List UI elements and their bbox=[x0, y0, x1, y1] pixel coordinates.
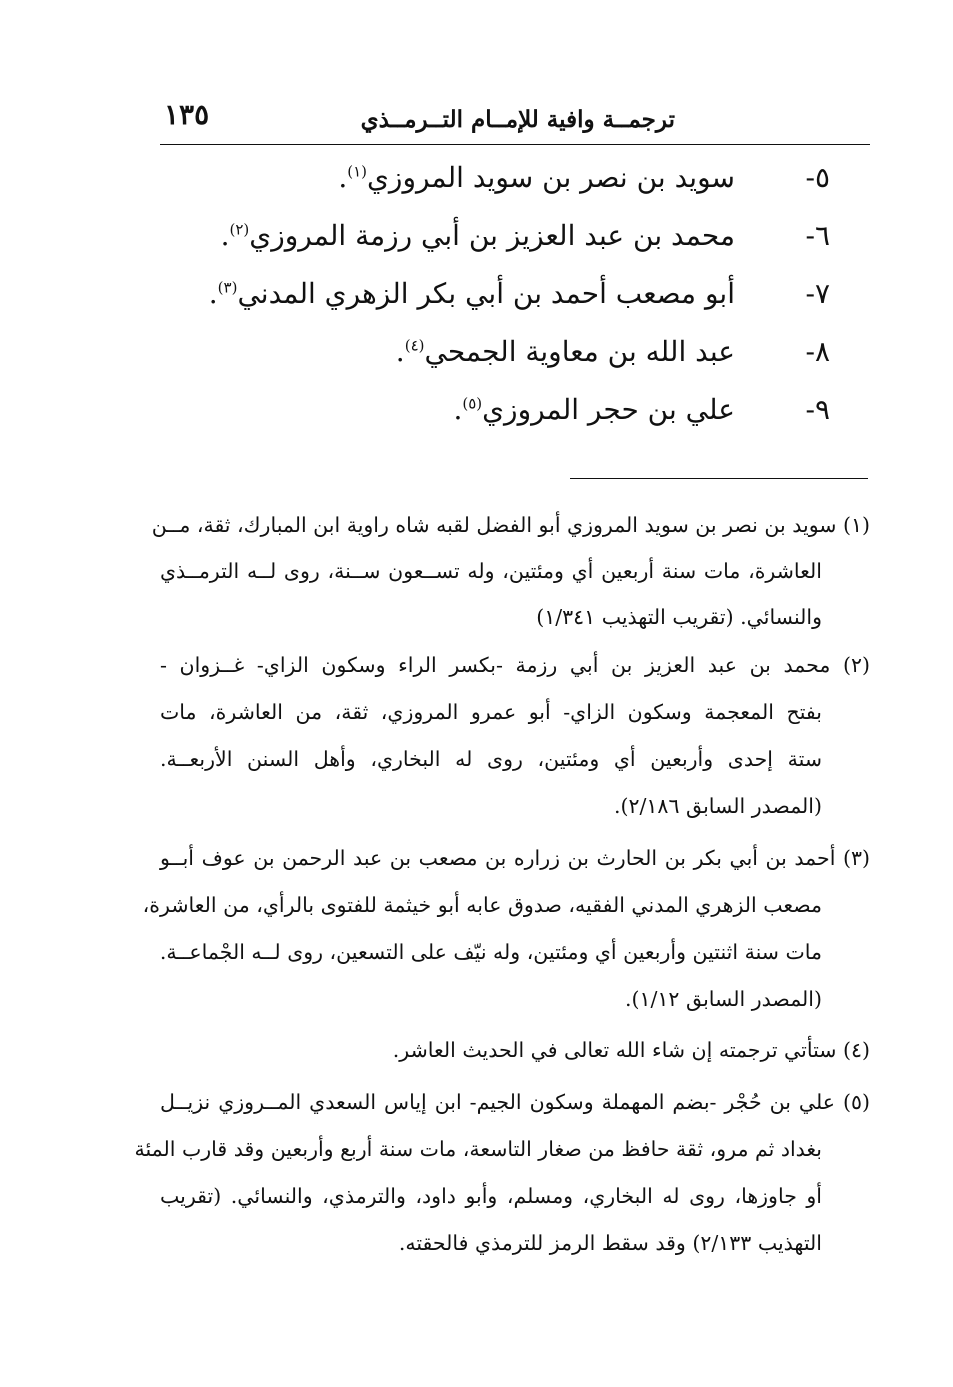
footnote-line: (٥) علي بن حُجْر -بضم المهملة وسكون الجيم- ابن إياس السعدي المــروزي نزيــل bbox=[160, 1090, 870, 1114]
item-end: . bbox=[395, 335, 405, 368]
header-title: ترجمــة وافية للإمــام التــرمــذي bbox=[360, 106, 675, 133]
page-number: ١٣٥ bbox=[164, 98, 210, 131]
item-number: ٧- bbox=[805, 277, 830, 310]
footnote-line: التهذيب ٢/١٣٣) وقد سقط الرمز للترمذي فالحقته. bbox=[398, 1231, 822, 1255]
footnote-ref[interactable]: (٥) bbox=[462, 394, 483, 413]
footnote-line: والنسائي. (تقريب التهذيب ١/٣٤١) bbox=[536, 605, 822, 629]
item-name: أبو مصعب أحمد بن أبي بكر الزهري المدني bbox=[237, 277, 735, 310]
footnote-line: (١) سويد بن نصر بن سويد المروزي أبو الفضل لقبه شاه راوية ابن المبارك، ثقة، مــن bbox=[151, 513, 870, 537]
item-name: محمد بن عبد العزيز بن أبي رزمة المروزي bbox=[249, 219, 735, 252]
header-rule bbox=[160, 144, 870, 145]
footnote-ref[interactable]: (١) bbox=[347, 162, 368, 181]
item-end: . bbox=[453, 393, 463, 426]
footnote-line: العاشرة، مات سنة أربعين أي ومئتين، وله تســعون ســنة، روى لــه الترمــذي bbox=[160, 559, 822, 583]
footnote-line: (٢) محمد بن عبد العزيز بن أبي رزمة -بكسر الراء وسكون الزاي- غــزوان - bbox=[160, 653, 870, 677]
footnote-line: ستة إحدى وأربعين أي ومئتين، روى له البخاري، وأهل السنن الأربعــة. bbox=[160, 747, 822, 771]
item-number: ٦- bbox=[805, 219, 830, 252]
footnote-line: (٣) أحمد بن أبي بكر بن الحارث بن زراره بن مصعب بن عبد الرحمن بن عوف أبــو bbox=[160, 846, 870, 870]
footnote-line: بفتح المعجمة وسكون الزاي- أبو عمرو المروزي، ثقة، من العاشرة، مات bbox=[160, 700, 822, 724]
list-item bbox=[160, 155, 870, 213]
item-name: عبد الله بن معاوية الجمحي bbox=[424, 335, 735, 368]
item-text bbox=[453, 393, 735, 426]
footnote-ref[interactable]: (٣) bbox=[217, 278, 238, 297]
item-text bbox=[338, 161, 735, 194]
footnote-line: مات سنة اثنتين وأربعين أي ومئتين، وله نيّف على التسعين، روى لــه الجْماعــة. bbox=[159, 940, 822, 964]
footnote-line: بغداد ثم مرو، ثقة حافظ من صغار التاسعة، مات سنة أربع وأربعين وقد قارب المئة bbox=[134, 1137, 822, 1161]
running-header bbox=[160, 98, 870, 144]
item-number: ٩- bbox=[805, 393, 830, 426]
item-text bbox=[396, 335, 735, 368]
footnote-line: (المصدر السابق ٢/١٨٦). bbox=[613, 794, 822, 818]
item-number: ٥- bbox=[805, 161, 830, 194]
list-item bbox=[160, 271, 870, 329]
footnote-separator bbox=[570, 478, 868, 479]
item-end: . bbox=[338, 161, 348, 194]
item-text bbox=[221, 219, 735, 252]
item-number: ٨- bbox=[805, 335, 830, 368]
item-name: علي بن حجر المروزي bbox=[482, 393, 735, 426]
footnote-line: أو جاوزها، روى له البخاري، ومسلم، وأبو داود، والترمذي، والنسائي. (تقريب bbox=[160, 1184, 822, 1208]
list-item bbox=[160, 329, 870, 387]
footnote-ref[interactable]: (٢) bbox=[229, 220, 250, 239]
footnote-line: مصعب الزهري المدني الفقيه، صدوق عابه أبو خيثمة للفتوى بالرأي، من العاشرة، bbox=[142, 893, 822, 917]
footnote-line: (٤) ستأتي ترجمته إن شاء الله تعالى في الحديث العاشر. bbox=[392, 1038, 870, 1062]
item-name: سويد بن نصر بن سويد المروزي bbox=[367, 161, 735, 194]
item-text bbox=[209, 277, 735, 310]
list-item bbox=[160, 387, 870, 445]
list-item bbox=[160, 213, 870, 271]
footnote-ref[interactable]: (٤) bbox=[404, 336, 425, 355]
item-end: . bbox=[208, 277, 218, 310]
item-end: . bbox=[220, 219, 230, 252]
footnote-line: (المصدر السابق ١/١٢). bbox=[624, 987, 822, 1011]
